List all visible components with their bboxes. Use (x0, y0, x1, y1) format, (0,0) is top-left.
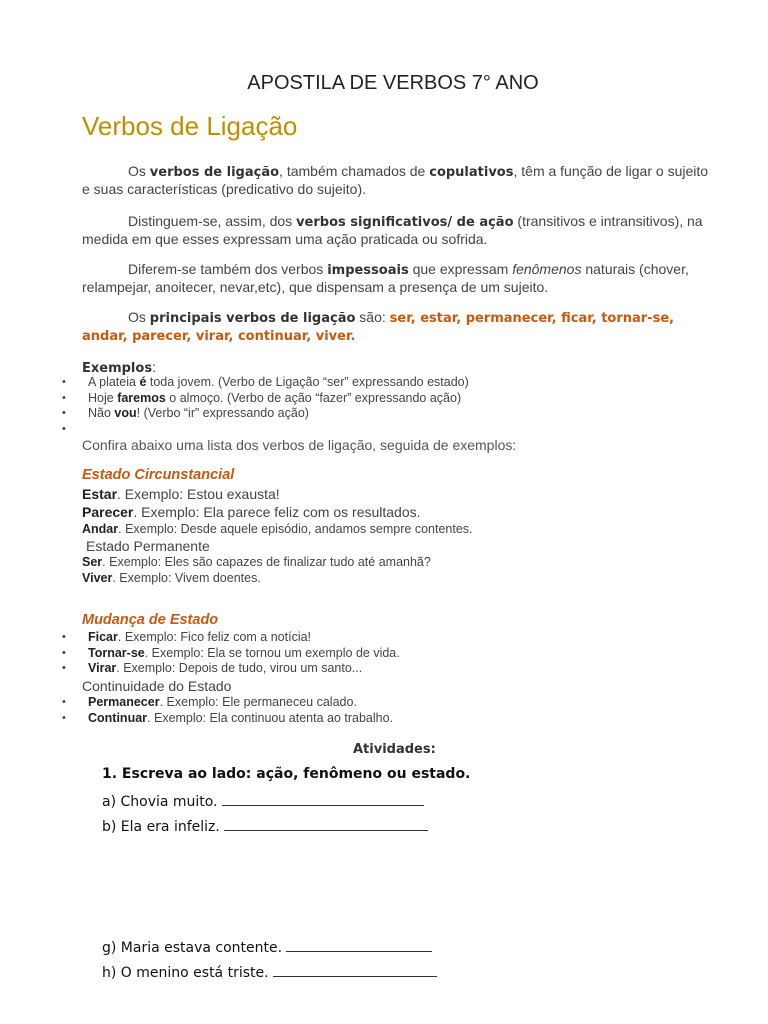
text: o almoço. (Verbo de ação “fazer” expressando ação) (165, 390, 462, 405)
text: Diferem-se também dos verbos (128, 261, 328, 277)
italic-text: fenômenos (512, 261, 582, 277)
text: Os (128, 309, 150, 325)
activity-item (102, 816, 428, 835)
activities-title: Atividades: (353, 742, 436, 757)
list-item (62, 375, 469, 391)
verb: Viver (82, 571, 113, 585)
text: . Exemplo: Depois de tudo, virou um santo... (116, 661, 363, 675)
text: : (152, 359, 156, 375)
example-line (82, 486, 280, 502)
activity-item (102, 937, 432, 956)
answer-blank[interactable] (273, 962, 437, 977)
text: Os (128, 163, 150, 179)
bullet-icon: • (62, 631, 66, 643)
bullet-icon: • (62, 696, 66, 708)
answer-blank[interactable] (286, 937, 432, 952)
verb: Virar (88, 661, 117, 675)
verb: Parecer (82, 504, 134, 520)
verb: Estar (82, 486, 118, 502)
activity-label: g) Maria estava contente. (102, 940, 283, 956)
text: . Exemplo: Fico feliz com a notícia! (117, 630, 312, 644)
bullet-icon: • (62, 662, 66, 674)
subheading-permanente: Estado Permanente (86, 538, 210, 554)
bullet-icon: • (62, 646, 66, 659)
example-line (82, 504, 421, 520)
list-item (62, 406, 469, 422)
text: . Exemplo: Desde aquele episódio, andamos sempre contentes. (118, 522, 473, 536)
verb: Tornar-se (88, 645, 145, 660)
activity-question: 1. Escreva ao lado: ação, fenômeno ou estado. (102, 766, 471, 782)
text: . Exemplo: Eles são capazes de finalizar tudo até amanhã? (102, 555, 431, 569)
text: , também chamados de (279, 163, 430, 179)
activity-item (102, 791, 424, 810)
bold-text: Exemplos (82, 361, 153, 376)
bullet-icon: • (62, 422, 66, 435)
subheading-circunstancial: Estado Circunstancial (82, 467, 235, 483)
list-item (62, 711, 393, 727)
text: ! (Verbo “ir” expressando ação) (136, 406, 309, 420)
examples-label (82, 359, 156, 376)
text: (transitivos e intransitivos), na medida em que esses expressam uma ação praticada ou sofrida. (82, 213, 703, 247)
bullet-icon: • (62, 391, 66, 404)
answer-blank[interactable] (224, 816, 428, 831)
bold-text: principais verbos de ligação (149, 311, 356, 326)
activity-item (102, 962, 437, 981)
text: , têm a função de ligar o sujeito e suas características (predicativo do sujeito). (82, 163, 709, 197)
text: são: (355, 309, 390, 325)
mudanca-list (62, 630, 400, 677)
bullet-icon: • (62, 711, 66, 724)
text: . Exemplo: Ela continuou atenta ao trabalho. (147, 710, 394, 725)
activity-label: a) Chovia muito. (102, 794, 218, 810)
example-line (82, 555, 431, 569)
activity-label: b) Ela era infeliz. (102, 819, 220, 835)
paragraph-significativos (82, 213, 712, 248)
text: . Exemplo: Vivem doentes. (112, 571, 261, 585)
text: que expressam (408, 261, 513, 277)
list-intro: Confira abaixo uma lista dos verbos de ligação, seguida de exemplos: (82, 437, 517, 453)
verb: Ficar (88, 630, 118, 644)
list-item (62, 391, 469, 407)
verb: Andar (82, 522, 119, 536)
list-item (62, 646, 400, 662)
text: . Exemplo: Estou exausta! (117, 486, 280, 502)
text: . Exemplo: Ele permaneceu calado. (159, 695, 357, 709)
subheading-continuidade: Continuidade do Estado (82, 678, 232, 694)
list-item-empty (62, 422, 469, 438)
text: naturais (chover, relampejar, anoitecer, nevar,etc), que dispensam a presença de um sujeito. (82, 261, 689, 295)
list-item (62, 695, 393, 711)
text: . Exemplo: Ela parece feliz com os resultados. (133, 504, 421, 520)
example-line (82, 522, 473, 536)
paragraph-copulativos (82, 163, 712, 198)
bullet-icon: • (62, 407, 66, 419)
answer-blank[interactable] (222, 791, 424, 806)
text: Não (88, 406, 115, 420)
example-line (82, 571, 261, 585)
text: toda jovem. (Verbo de Ligação “ser” expressando estado) (146, 375, 469, 389)
bullet-icon: • (62, 376, 66, 388)
subheading-mudanca: Mudança de Estado (82, 612, 219, 628)
text: A plateia (88, 375, 140, 389)
bold-text: é (139, 375, 147, 389)
examples-list (62, 375, 469, 437)
bold-text: copulativos (429, 165, 514, 180)
text: Hoje (88, 390, 118, 405)
text: . Exemplo: Ela se tornou um exemplo de vida. (144, 645, 400, 660)
verb-list-highlight: ser, estar, permanecer, ficar, tornar-se, andar, parecer, virar, continuar, viver. (82, 311, 675, 344)
paragraph-principais (82, 309, 712, 345)
bold-text: impessoais (327, 263, 409, 278)
section-title: Verbos de Ligação (82, 111, 298, 141)
bold-text: verbos de ligação (149, 165, 280, 180)
document-title: APOSTILA DE VERBOS 7° ANO (247, 72, 539, 94)
bold-text: verbos significativos/ de ação (296, 215, 514, 230)
continuidade-list (62, 695, 393, 726)
paragraph-impessoais (82, 261, 712, 296)
verb: Ser (82, 555, 103, 569)
bold-text: vou (114, 406, 137, 420)
bold-text: faremos (117, 390, 166, 405)
list-item (62, 661, 400, 677)
text: Distinguem-se, assim, dos (128, 213, 297, 229)
activity-label: h) O menino está triste. (102, 965, 269, 981)
verb: Permanecer (88, 695, 160, 709)
list-item (62, 630, 400, 646)
verb: Continuar (88, 710, 148, 725)
